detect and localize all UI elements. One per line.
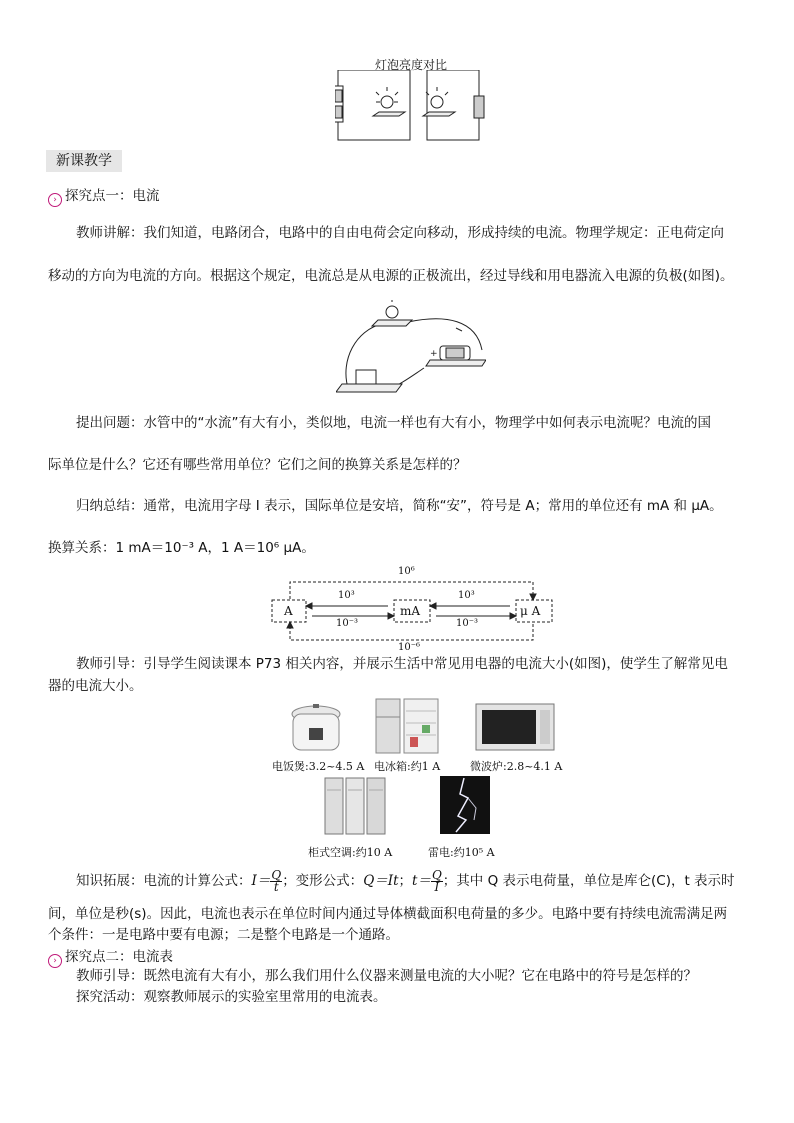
pair2-bottom: 10⁻³ [456,618,479,629]
section-tag: 新课教学 [46,150,122,172]
conversion-line: 换算关系：1 mA＝10⁻³ A，1 A＝10⁶ μA。 [48,540,315,556]
question-line-1: 提出问题：水管中的“水流”有大有小，类似地，电流一样也有大有小，物理学中如何表示电流呢？电流的国 [76,415,711,431]
point2-activity: 探究活动：观察教师展示的实验室里常用的电流表。 [76,989,387,1005]
appliance-caption-refrigerator: 电冰箱:约1 A [374,760,441,773]
formula-charge: Q＝It [363,873,399,889]
guide-line-2: 器的电流大小。 [48,678,143,694]
extend-line-1: 知识拓展：电流的计算公式：I＝ $\frac{Q}{t}$ ；变形公式：Q＝It；t＝ $\frac{Q}{I}$ ；其中 Q 表示电荷量，单位是库仑(C)，t 表示时 [76,868,735,894]
circuit-diagram [336,300,486,398]
unit-ma: mA [400,604,421,618]
pair1-top: 10³ [338,590,355,601]
appliance-caption-microwave: 微波炉:2.8~4.1 A [470,760,563,773]
question-line-2: 际单位是什么？它还有哪些常用单位？它们之间的换算关系是怎样的？ [48,457,467,473]
unit-a: A [284,604,293,618]
appliance-caption-lightning: 雷电:约10⁵ A [428,846,495,859]
point2-guide: 教师引导：既然电流有大有小，那么我们用什么仪器来测量电流的大小呢？它在电路中的符号是怎样的？ [76,968,697,984]
unit-label-bottom: 10⁻⁶ [398,642,421,653]
appliance-caption-air-conditioner: 柜式空调:约10 A [308,846,393,859]
explain-line-1: 教师讲解：我们知道，电路闭合，电路中的自由电荷会定向移动，形成持续的电流。物理学规定：正电荷定向 [76,225,724,241]
air-conditioner-icon [323,776,387,836]
extend-mid2: ；其中 Q 表示电荷量，单位是库仑(C)，t 表示时 [442,873,735,889]
unit-label-top: 10⁶ [398,566,415,577]
extend-line-2: 间，单位是秒(s)。因此，电流也表示在单位时间内通过导体横截面积电荷量的多少。电路中要有持续电流需满足两 [48,906,728,922]
explain-line-2: 移动的方向为电流的方向。根据这个规定，电流总是从电源的正极流出，经过导线和用电器流入电源的负极(如图)。 [48,268,734,284]
bulb-comparison-diagram [335,70,495,144]
guide-line-1: 教师引导：引导学生阅读课本 P73 相关内容，并展示生活中常见用电器的电流大小(如图)，使学生了解常见电 [76,656,728,672]
appliance-caption-rice-cooker: 电饭煲:3.2~4.5 A [272,760,365,773]
point1-heading: › 探究点一：电流 [48,184,160,207]
unit-ua: μ A [520,604,541,618]
microwave-icon [474,700,556,754]
unit-conversion-diagram [270,566,555,656]
svg-text:+: + [430,349,438,359]
rice-cooker-icon [285,700,347,756]
refrigerator-icon [374,697,440,755]
point2-heading: › 探究点二：电流表 [48,945,173,968]
formula-time: t＝ $\frac{Q}{I}$ [412,868,442,894]
pair1-bottom: 10⁻³ [336,618,359,629]
formula-current: I＝ $\frac{Q}{t}$ [251,868,282,894]
lightning-icon [440,776,490,834]
extend-prefix: 知识拓展：电流的计算公式： [76,873,252,889]
pair2-top: 10³ [458,590,475,601]
extend-line-3: 个条件：一是电路中要有电源；二是整个电路是一个通路。 [48,927,399,943]
chevron-right-icon: › [48,954,62,968]
extend-mid1: ；变形公式： [282,873,364,889]
top-figure-title: 灯泡亮度对比 [375,58,448,72]
summary-line: 归纳总结：通常，电流用字母 I 表示，国际单位是安培，简称“安”，符号是 A；常用的单位还有 mA 和 μA。 [76,498,723,514]
chevron-right-icon: › [48,193,62,207]
